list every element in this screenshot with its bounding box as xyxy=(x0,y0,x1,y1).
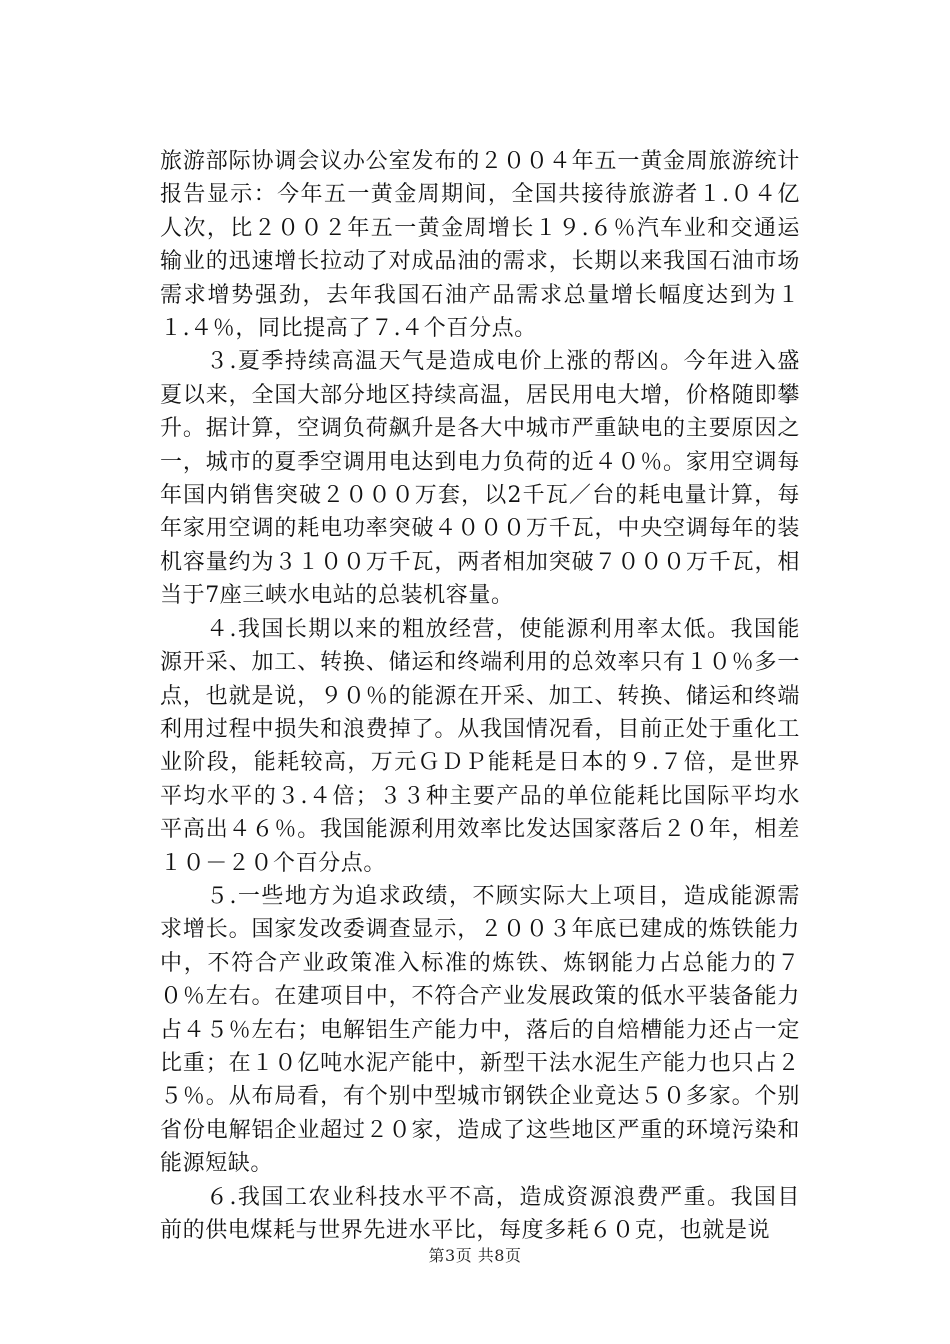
paragraph-item-4: ４.我国长期以来的粗放经营，使能源利用率太低。我国能源开采、加工、转换、储运和终端利用的总效率只有１０％多一点，也就是说，９０％的能源在开采、加工、转换、储运和终端利用过程中损失和浪费掉了。从我国情况看，目前正处于重化工业阶段，能耗较高，万元ＧＤＰ能耗是日本的９.７倍，是世界平均水平的３.４倍；３３种主要产品的单位能耗比国际平均水平高出４６％。我国能源利用效率比发达国家落后２０年，相差１０－２０个百分点。 xyxy=(160,616,800,876)
paragraph-item-6: ６.我国工农业科技水平不高，造成资源浪费严重。我国目前的供电煤耗与世界先进水平比，每度多耗６０克，也就是说 xyxy=(160,1184,800,1243)
paragraph-continued: 旅游部际协调会议办公室发布的２００４年五一黄金周旅游统计报告显示：今年五一黄金周期间，全国共接待旅游者１.０４亿人次，比２００２年五一黄金周增长１９.６％汽车业和交通运输业的迅速增长拉动了对成品油的需求，长期以来我国石油市场需求增势强劲，去年我国石油产品需求总量增长幅度达到为１１.４％，同比提高了７.４个百分点。 xyxy=(160,149,800,342)
page-number-footer: 第3页 共8页 xyxy=(428,1246,522,1265)
paragraph-item-5: ５.一些地方为追求政绩，不顾实际大上项目，造成能源需求增长。国家发改委调查显示，２００３年底已建成的炼铁能力中，不符合产业政策准入标准的炼铁、炼钢能力占总能力的７０％左右。在建项目中，不符合产业发展政策的低水平装备能力占４５％左右；电解铝生产能力中，落后的自焙槽能力还占一定比重；在１０亿吨水泥产能中，新型干法水泥生产能力也只占２５％。从布局看，有个别中型城市钢铁企业竟达５０多家。个别省份电解铝企业超过２０家，造成了这些地区严重的环境污染和能源短缺。 xyxy=(160,883,800,1177)
paragraph-item-3: ３.夏季持续高温天气是造成电价上涨的帮凶。今年进入盛夏以来，全国大部分地区持续高温，居民用电大增，价格随即攀升。据计算，空调负荷飙升是各大中城市严重缺电的主要原因之一，城市的夏季空调用电达到电力负荷的近４０％。家用空调每年国内销售突破２０００万套，以2千瓦／台的耗电量计算，每年家用空调的耗电功率突破４０００万千瓦，中央空调每年的装机容量约为３１００万千瓦，两者相加突破７０００万千瓦，相当于7座三峡水电站的总装机容量。 xyxy=(160,349,800,609)
document-body xyxy=(160,145,800,1247)
